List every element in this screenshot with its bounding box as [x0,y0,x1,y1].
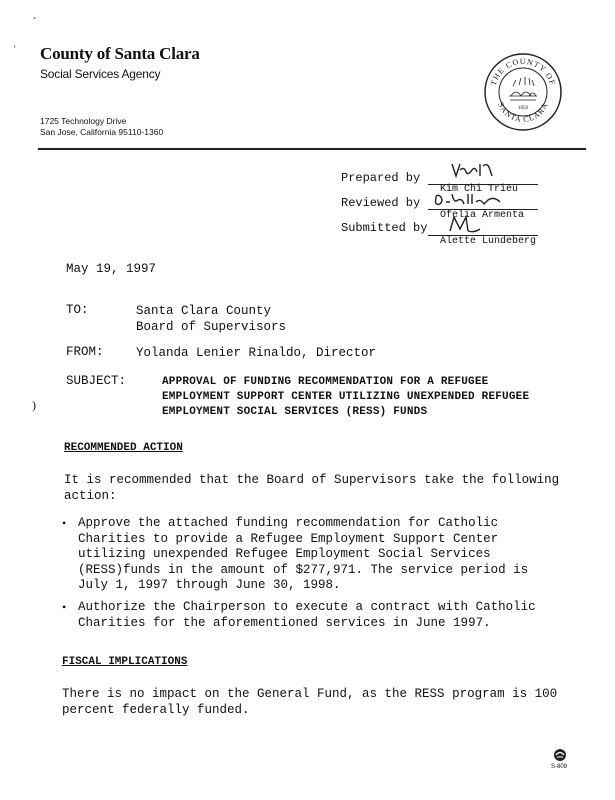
to-line-1: Santa Clara County [136,304,272,318]
seal-bottom-text: SANTA CLARA [496,100,550,125]
to-label: TO: [66,303,89,317]
intro-line-1: It is recommended that the Board of Supervisors take the following [64,473,560,487]
submitted-signature [446,213,486,237]
subject-line-3: EMPLOYMENT SOCIAL SERVICES (RESS) FUNDS [162,406,428,418]
seal-year: 1850 [518,106,528,111]
address-line-1: 1725 Technology Drive [40,116,127,126]
bullet: • [62,600,67,614]
margin-mark: ' [14,44,16,54]
agency-name: Social Services Agency [40,67,161,81]
reviewed-name: Ofelia Armenta [440,210,525,221]
prepared-name: Kim Chi Trieu [440,184,519,195]
bullet-line: Authorize the Chairperson to execute a contract with Catholic [78,600,536,614]
org-name: County of Santa Clara [40,44,200,63]
reviewed-signature [432,190,522,210]
to-line-2: Board of Supervisors [136,320,287,334]
svg-text:SANTA CLARA [496,101,550,124]
margin-mark: ) [32,398,36,412]
bullet-line: (RESS)funds in the amount of $277,971. The service period is [78,562,529,577]
prepared-by-label: Prepared by [341,171,421,185]
bullet-item [78,600,586,631]
recycle-code: S-809 [551,764,568,770]
bullet-line: July 1, 1997 through June 30, 1998. [78,578,341,592]
county-seal [483,52,563,132]
reviewed-by-label: Reviewed by [341,196,421,210]
address-line-2: San Jose, California 95110-1360 [40,127,164,137]
bullet-line: utilizing unexpended Refugee Employment Social Services [78,547,491,561]
from-label: FROM: [66,345,104,359]
subject-label: SUBJECT: [66,374,127,388]
intro-line-2: action: [64,489,117,503]
from-value: Yolanda Lenier Rinaldo, Director [136,346,377,360]
recommended-action-heading: RECOMMENDED ACTION [64,442,183,454]
bullet-line: Charities to provide a Refugee Employment Support Center [78,531,499,546]
bullet: • [62,516,67,530]
bullet-line: Charities for the aforementioned services in June 1997. [78,615,491,630]
submitted-name: Alette Lundeberg [440,236,537,247]
letterhead-rule [38,148,586,150]
fiscal-line-1: There is no impact on the General Fund, as the RESS program is 100 [62,687,558,701]
fiscal-implications-heading: FISCAL IMPLICATIONS [62,656,188,668]
margin-mark: ˆ [33,16,36,26]
memo-date: May 19, 1997 [66,262,157,276]
submitted-by-label: Submitted by [341,221,428,235]
subject-line-1: APPROVAL OF FUNDING RECOMMENDATION FOR A REFUGEE [162,376,489,388]
bullet-item [78,516,586,594]
seal-top-text: THE COUNTY OF [488,56,558,87]
subject-line-2: EMPLOYMENT SUPPORT CENTER UTILIZING UNEXPENDED REFUGEE [162,391,530,403]
recycle-icon [550,747,570,763]
prepared-signature [450,160,510,182]
svg-text:THE COUNTY OF [489,57,557,87]
fiscal-line-2: percent federally funded. [62,703,250,717]
bullet-line: Approve the attached funding recommendation for Catholic [78,516,499,530]
